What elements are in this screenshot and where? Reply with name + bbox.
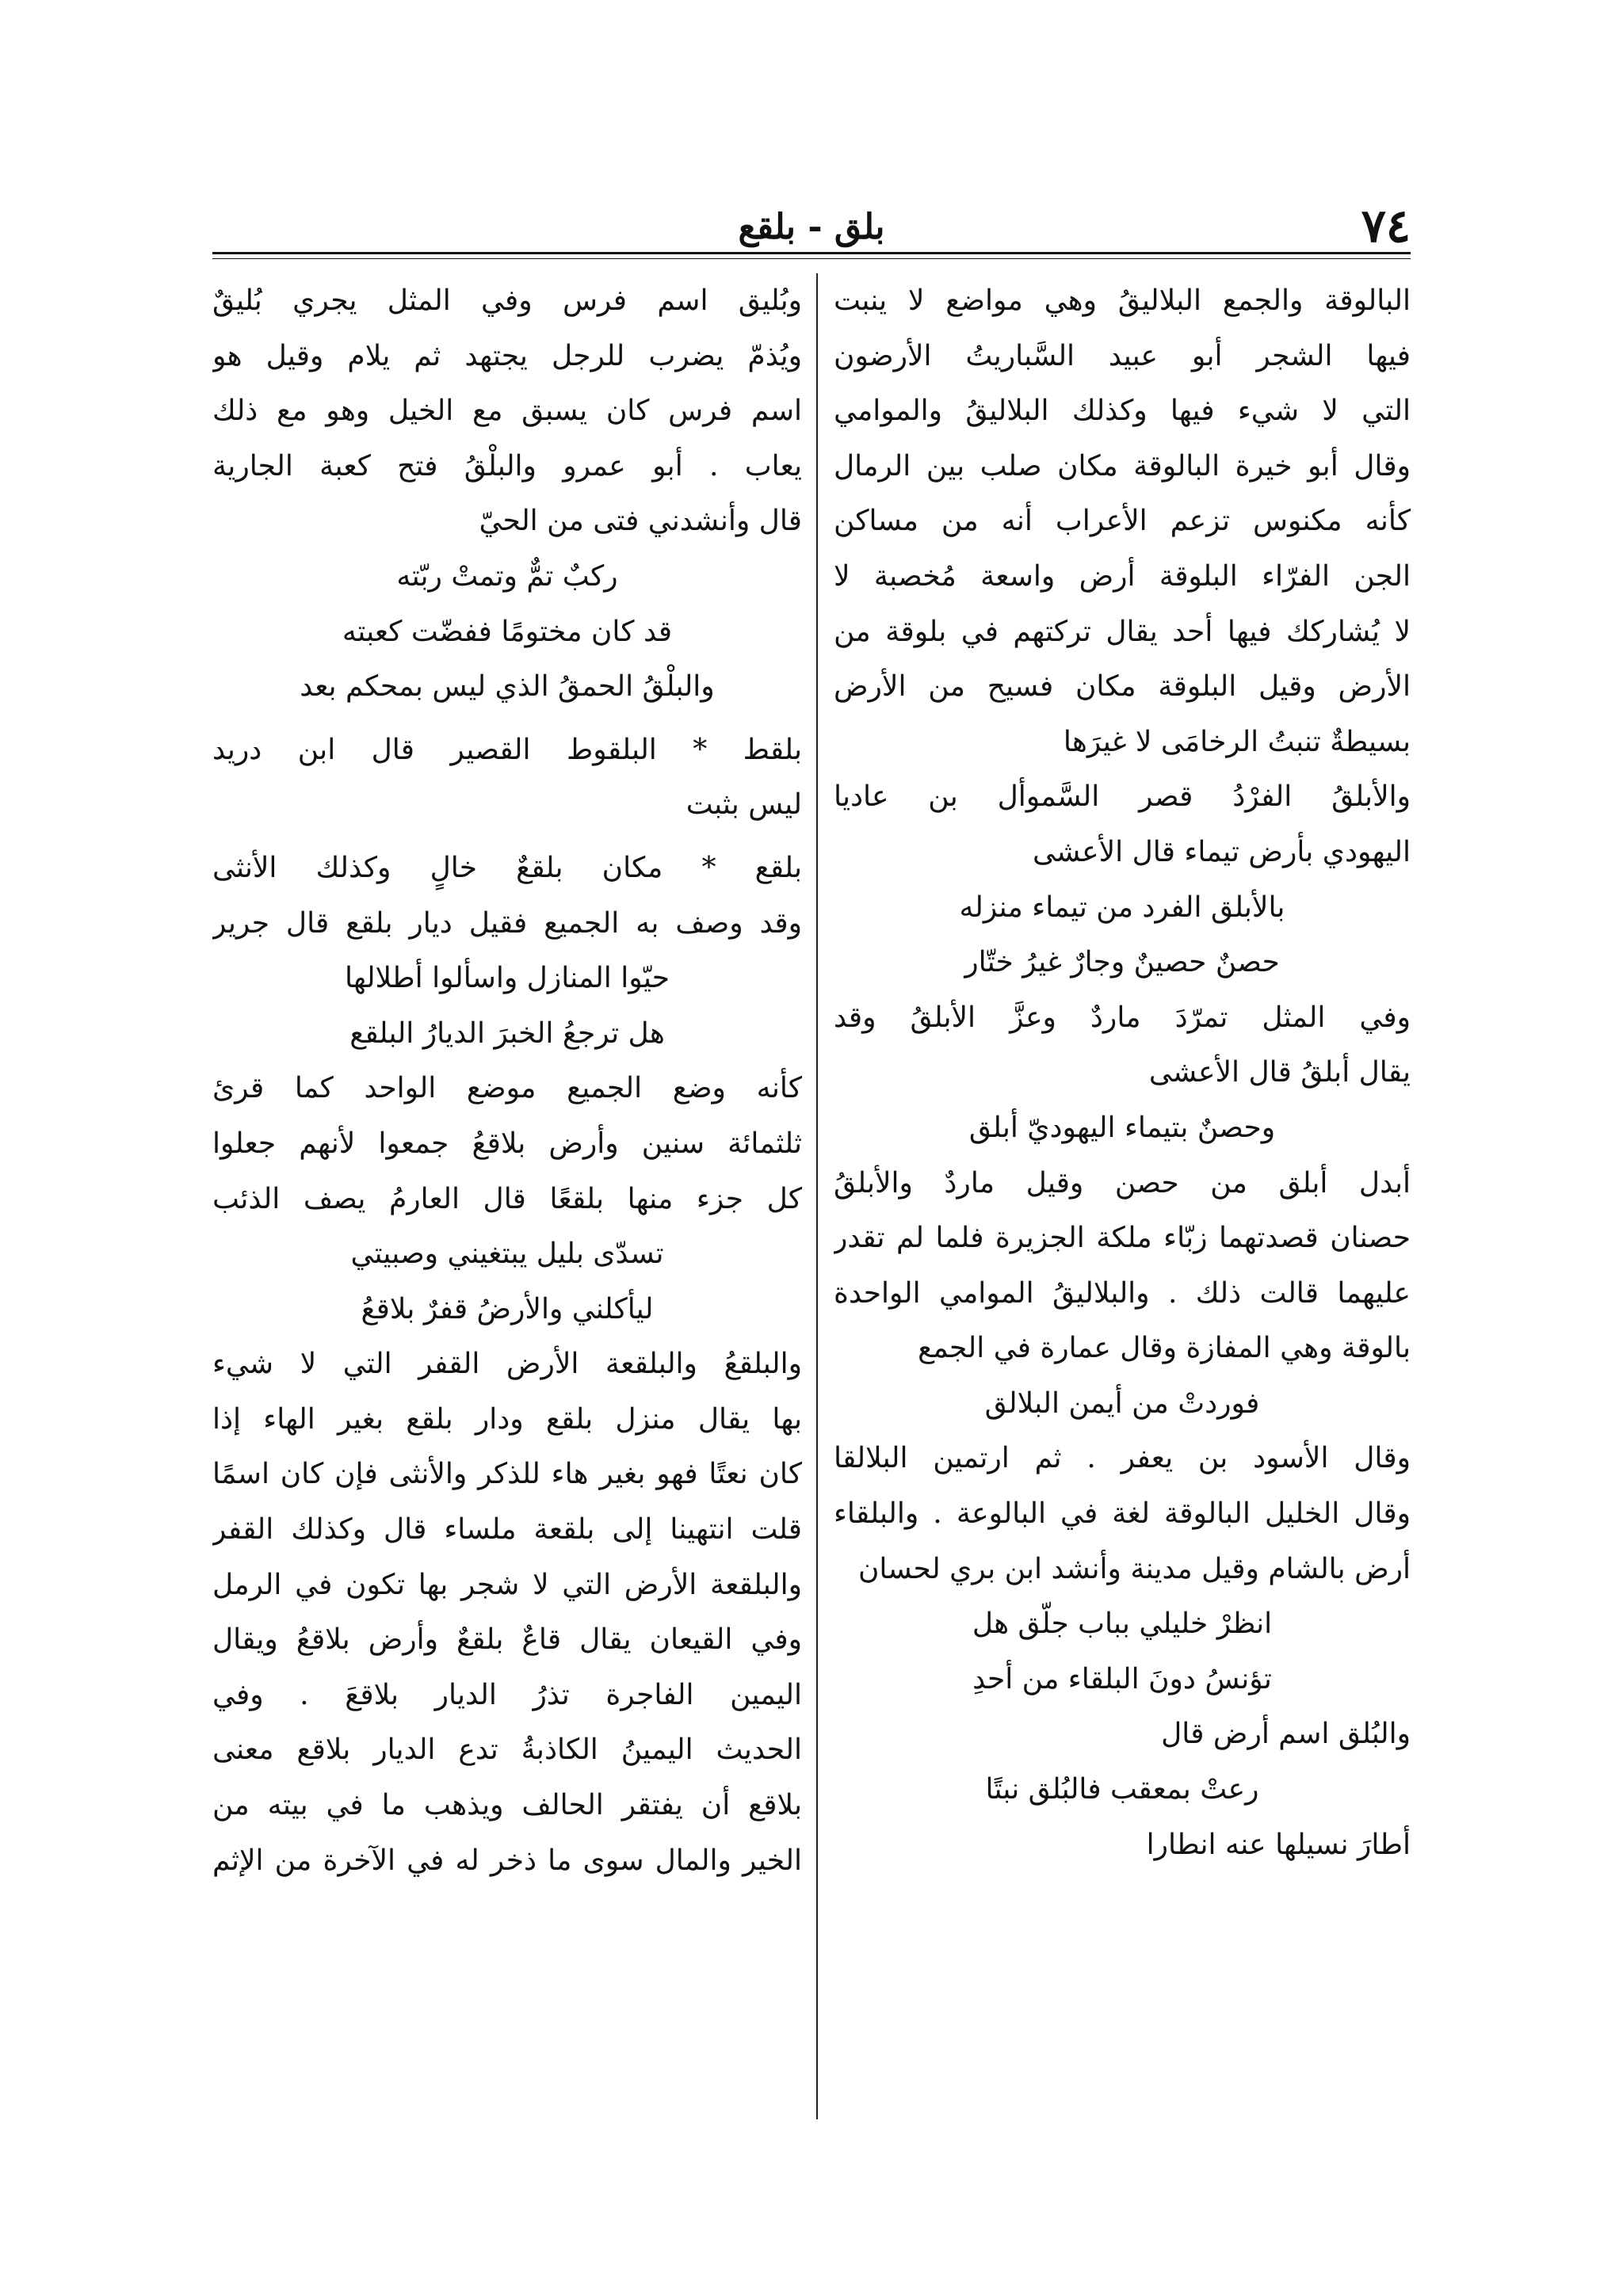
text-line: أبدل أبلق من حصن وقيل ماردٌ والأبلقُ — [834, 1166, 1411, 1199]
text-line: الأرض وقيل البلوقة مكان فسيح من الأرض — [834, 670, 1411, 704]
text-line: عليهما قالت ذلك . والبلاليقُ الموامي الواحدة — [834, 1276, 1411, 1310]
text-line: وبُليق اسم فرس وفي المثل يجري بُليقٌ — [212, 284, 802, 317]
verse-line: رعتْ بمعقب فالبُلق نبتًا — [985, 1773, 1259, 1806]
column-divider — [816, 273, 818, 2119]
text-line: والبلقعُ والبلقعة الأرض القفر التي لا شيء — [212, 1348, 802, 1381]
text-line: حصنان قصدتهما زبّاء ملكة الجزيرة فلما لم تقدر — [834, 1222, 1411, 1255]
verse-line: فوردتْ من أيمن البلالق — [984, 1386, 1260, 1420]
right-column — [834, 273, 1411, 2119]
text-line: والبُلق اسم أرض قال — [1161, 1718, 1411, 1751]
text-line: قال وأنشدني فتى من الحيّ — [479, 505, 802, 538]
verse-line: تسدّى بليل يبتغيني وصبيتي — [350, 1238, 664, 1271]
verse-line: تؤنسُ دونَ البلقاء من أحدِ — [972, 1662, 1272, 1695]
text-line: بلقط * البلقوط القصير قال ابن دريد — [212, 733, 802, 766]
text-line: قلت انتهينا إلى بلقعة ملساء قال وكذلك القفر — [212, 1513, 802, 1547]
text-line: ثلثمائة سنين وأرض بلاقعُ جمعوا لأنهم جعلوا — [212, 1127, 802, 1160]
text-line: اليهودي بأرض تيماء قال الأعشى — [1033, 835, 1411, 868]
header-rule-thin — [212, 258, 1411, 259]
text-line: بها يقال منزل بلقع ودار بلقع بغير الهاء إذا — [212, 1402, 802, 1436]
text-line: التي لا شيء فيها وكذلك البلاليقُ والموامي — [834, 395, 1411, 428]
text-line: ويُذمّ يضرب للرجل يجتهد ثم يلام وقيل هو — [212, 339, 802, 372]
text-line: وقال أبو خيرة البالوقة مكان صلب بين الرمال — [834, 449, 1411, 482]
text-line: ليس بثبت — [685, 788, 802, 822]
verse-line: قد كان مختومًا ففضّت كعبته — [342, 615, 673, 648]
verse-line: وحصنٌ بتيماء اليهوديّ أبلق — [968, 1111, 1276, 1144]
text-line: لا يُشاركك فيها أحد يقال تركتهم في بلوقة من — [834, 615, 1411, 648]
entry-gap — [212, 715, 802, 723]
text-line: وقد وصف به الجميع فقيل ديار بلقع قال جرير — [212, 906, 802, 940]
verse-line: والبلْقُ الحمقُ الذي ليس بمحكم بعد — [300, 670, 715, 704]
text-line: اليمين الفاجرة تذرُ الديار بلاقعَ . وفي — [212, 1678, 802, 1711]
left-column — [212, 273, 802, 2119]
text-line: كأنه وضع الجميع موضع الواحد كما قرئ — [212, 1072, 802, 1105]
text-line: بلاقع أن يفتقر الحالف ويذهب ما في بيته من — [212, 1789, 802, 1822]
verse-line: ليأكلني والأرضُ قفرٌ بلاقعُ — [361, 1292, 654, 1325]
text-line: البالوقة والجمع البلاليقُ وهي مواضع لا ينبت — [834, 284, 1411, 317]
page-number: ٧٤ — [1361, 199, 1411, 253]
text-line: الجن الفرّاء البلوقة أرض واسعة مُخصبة لا — [834, 559, 1411, 593]
text-line: أرض بالشام وقيل مدينة وأنشد ابن بري لحسان — [857, 1552, 1411, 1585]
text-line: كل جزء منها بلقعًا قال العارمُ يصف الذئب — [212, 1182, 802, 1215]
text-line: بلقع * مكان بلقعٌ خالٍ وكذلك الأنثى — [212, 851, 802, 884]
text-line: والبلقعة الأرض التي لا شجر بها تكون في الرمل — [212, 1568, 802, 1601]
text-line: الحديث اليمينُ الكاذبةُ تدع الديار بلاقع معنى — [212, 1733, 802, 1767]
text-line: بسيطةٌ تنبتُ الرخامَى لا غيرَها — [1063, 725, 1411, 758]
entry-gap — [212, 833, 802, 841]
text-line: وقال الخليل البالوقة لغة في البالوعة . والبلقاء — [834, 1497, 1411, 1531]
verse-line: ركبٌ تمٌّ وتمتْ ربّته — [396, 559, 618, 593]
text-line: يقال أبلقُ قال الأعشى — [1148, 1056, 1411, 1089]
verse-line: حصنٌ حصينٌ وجارٌ غيرُ ختّار — [964, 946, 1280, 979]
text-line: وفي القيعان يقال قاعٌ بلقعٌ وأرض بلاقعُ ويقال — [212, 1623, 802, 1657]
text-line: كأنه مكنوس تزعم الأعراب أنه من مساكن — [834, 505, 1411, 538]
text-line: كان نعتًا فهو بغير هاء للذكر والأنثى فإن كان اسمًا — [212, 1458, 802, 1491]
verse-line: هل ترجعُ الخبرَ الديارُ البلقع — [349, 1016, 665, 1050]
verse-line: حيّوا المنازل واسألوا أطلالها — [345, 962, 670, 995]
text-line: أطارَ نسيلها عنه انطارا — [1146, 1828, 1411, 1861]
text-line: وقال الأسود بن يعفر . ثم ارتمين البلالقا — [834, 1442, 1411, 1475]
header-rule — [212, 252, 1411, 254]
running-head: بلق - بلقع — [738, 207, 885, 247]
text-line: يعاب . أبو عمرو والبلْقُ فتح كعبة الجارية — [212, 449, 802, 482]
text-line: اسم فرس كان يسبق مع الخيل وهو مع ذلك — [212, 395, 802, 428]
text-line: والأبلقُ الفرْدُ قصر السَّموأل بن عاديا — [834, 780, 1411, 814]
page-header — [212, 199, 1411, 253]
text-line: فيها الشجر أبو عبيد السَّباريتُ الأرضون — [834, 339, 1411, 372]
verse-line: انظرْ خليلي بباب جلّق هل — [972, 1608, 1273, 1641]
verse-line: بالأبلق الفرد من تيماء منزله — [959, 891, 1285, 924]
text-line: بالوقة وهي المفازة وقال عمارة في الجمع — [918, 1332, 1411, 1365]
text-line: وفي المثل تمرّدَ ماردٌ وعزَّ الأبلقُ وقد — [834, 1001, 1411, 1034]
text-line: الخير والمال سوى ما ذخر له في الآخرة من الإثم — [212, 1844, 802, 1877]
